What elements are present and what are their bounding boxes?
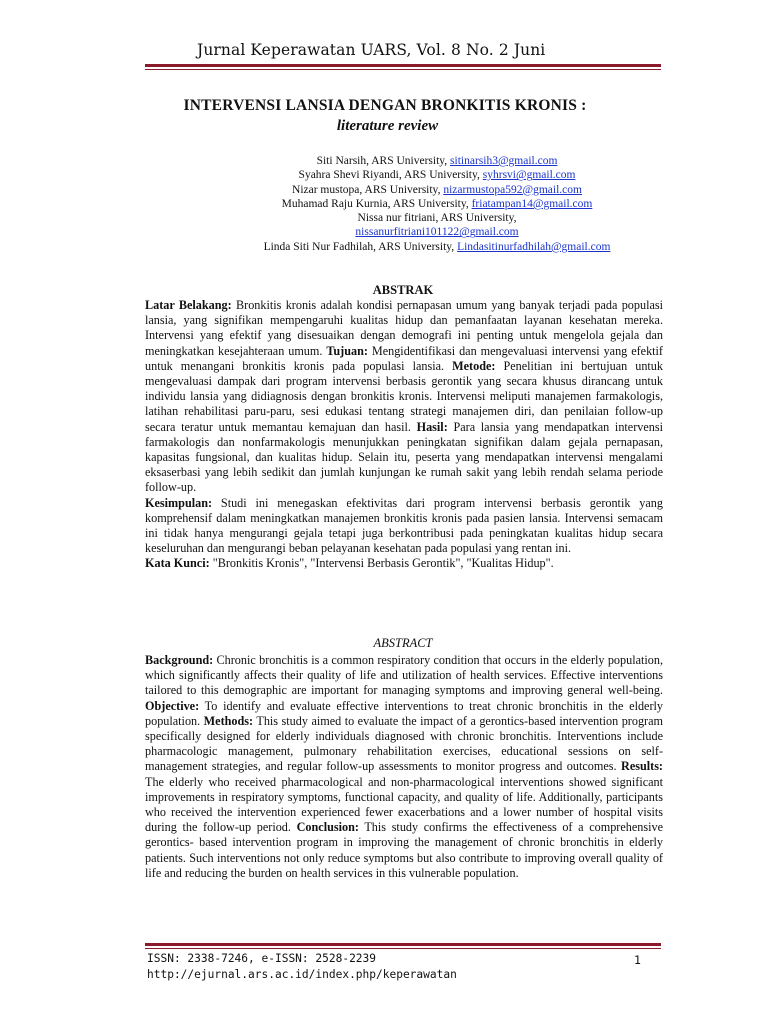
kata-kunci-label: Kata Kunci:	[145, 556, 210, 571]
article-subtitle: literature review	[336, 118, 439, 134]
metode-text: Penelitian ini bertujuan untuk mengevaluasi dampak dari program intervensi berbasis gerontik yang secara khusus dirancang untuk individu lansia yang didiagnosis dengan bronkitis kronis. Intervensi meliputi manajemen farmakologis, latihan rehabilitasi paru-paru, sesi edukasi tentang strategi manajemen diri, dan penilaian follow-up secara teratur untuk memantau kemajuan dan hasil.	[145, 358, 663, 434]
page-number: 1	[634, 953, 641, 967]
latar-label: Latar Belakang:	[145, 298, 232, 312]
author-line: Nissa nur fitriani, ARS University,	[357, 212, 517, 225]
author-email-link[interactable]: Lindasitinurfadhilah@gmail.com	[457, 240, 611, 253]
results-label: Results:	[621, 759, 663, 774]
background-label: Background:	[145, 653, 214, 667]
objective-text: To identify and evaluate effective interventions to treat chronic bronchitis in the elderly population.	[145, 698, 663, 728]
kata-kunci-paragraph	[145, 556, 663, 571]
objective-label: Objective:	[145, 698, 200, 713]
kata-kunci-text: "Bronkitis Kronis", "Intervensi Berbasis Gerontik", "Kualitas Hidup".	[209, 556, 554, 571]
abstract-heading: ABSTRACT	[373, 636, 433, 650]
journal-header: Jurnal Keperawatan UARS, Vol. 8 No. 2 Juni	[197, 41, 546, 59]
results-text: The elderly who received pharmacological and non-pharmacological interventions showed significant improvements in respiratory symptoms, functional capacity, and quality of life. Additionally, participants who received the intervention experienced fewer exacerbations and a lower number of hospital visits during the follow-up period.	[145, 774, 663, 835]
author-line: Nizar mustopa, ARS University, nizarmustopa592@gmail.com	[292, 183, 582, 196]
author-list	[150, 154, 724, 254]
author-line: Muhamad Raju Kurnia, ARS University, friatampan14@gmail.com	[281, 197, 593, 210]
conclusion-text: This study confirms the effectiveness of a comprehensive gerontics- based intervention program in improving the management of chronic bronchitis in elderly patients. Such interventions not only reduce symptoms but also contribute to improving overall quality of life and reducing the burden on health services in this vulnerable population.	[145, 820, 663, 880]
hasil-label: Hasil:	[416, 419, 448, 434]
issn-text: ISSN: 2338-7246, e-ISSN: 2528-2239	[147, 952, 377, 965]
methods-label: Methods:	[203, 713, 254, 728]
kesimpulan-label: Kesimpulan:	[145, 495, 213, 510]
methods-text: This study aimed to evaluate the impact of a gerontics-based intervention program specifically designed for elderly individuals diagnosed with chronic bronchitis. Interventions include pharmacologic management, pulmonary rehabilitation exercises, educational sessions on self-management strategies, and regular follow-up assessments to monitor progress and outcomes.	[145, 713, 663, 774]
metode-label: Metode:	[452, 358, 496, 373]
hasil-text: Para lansia yang mendapatkan intervensi farmakologis dan nonfarmakologis menunjukkan peningkatan signifikan dalam gejala pernapasan, kapasitas fungsional, dan kualitas hidup. Selain itu, peserta yang mendapatkan intervensi mengalami eksaserbasi yang lebih sedikit dan jumlah kunjungan ke rumah sakit yang lebih rendah selama periode follow-up.	[145, 419, 663, 495]
abstract-body	[145, 653, 663, 881]
abstrak-heading: ABSTRAK	[372, 283, 434, 297]
header-rule	[145, 64, 661, 70]
author-line	[150, 225, 724, 239]
tujuan-label: Tujuan:	[326, 343, 368, 358]
author-email-link[interactable]: nissanurfitriani101122@gmail.com	[355, 226, 519, 239]
latar-text: Bronkitis kronis adalah kondisi pernapasan umum yang banyak terjadi pada populasi lansia, yang signifikan mempengaruhi kualitas hidup dan pemanfaatan layanan kesehatan mereka. Intervensi yang efektif yang disesuaikan dengan demografi ini penting untuk mengelola gejala dan meningkatkan kesejahteraan umum.	[145, 298, 663, 358]
author-line: Siti Narsih, ARS University, sitinarsih3@gmail.com	[316, 155, 558, 167]
author-email-link[interactable]: friatampan14@gmail.com	[471, 197, 593, 210]
kesimpulan-paragraph	[145, 496, 663, 557]
author-line: Linda Siti Nur Fadhilah, ARS University, Lindasitinurfadhilah@gmail.com	[263, 240, 611, 253]
kesimpulan-text: Studi ini menegaskan efektivitas dari program intervensi berbasis gerontik yang komprehensif dalam meningkatkan manajemen bronkitis kronis pada pasien lansia. Intervensi semacam ini tidak hanya mengurangi gejala tetapi juga berkontribusi pada peningkatan kualitas hidup secara keseluruhan dan mengurangi beban pelayanan kesehatan pada populasi yang rentan ini.	[145, 495, 663, 556]
footer	[147, 951, 457, 982]
abstrak-body	[145, 298, 663, 572]
journal-url[interactable]: http://ejurnal.ars.ac.id/index.php/keperawatan	[147, 967, 457, 981]
abstrak-paragraph	[145, 298, 663, 496]
background-text: Chronic bronchitis is a common respiratory condition that occurs in the elderly population, which significantly affects their quality of life and utilization of health services. Effective interventions tailored to this demographic are important for managing symptoms and improving general well-being.	[145, 653, 663, 698]
author-email-link[interactable]: nizarmustopa592@gmail.com	[443, 183, 582, 196]
tujuan-text: Mengidentifikasi dan mengevaluasi intervensi yang efektif untuk menangani bronkitis kronis pada populasi lansia.	[145, 343, 663, 373]
article-title: INTERVENSI LANSIA DENGAN BRONKITIS KRONIS :	[183, 97, 587, 114]
footer-rule	[145, 943, 661, 949]
author-email-link[interactable]: sitinarsih3@gmail.com	[450, 155, 558, 167]
author-line: Syahra Shevi Riyandi, ARS University, syhrsvi@gmail.com	[298, 169, 576, 182]
conclusion-label: Conclusion:	[296, 820, 359, 835]
author-email-link[interactable]: syhrsvi@gmail.com	[482, 169, 576, 182]
abstract-paragraph	[145, 653, 663, 881]
